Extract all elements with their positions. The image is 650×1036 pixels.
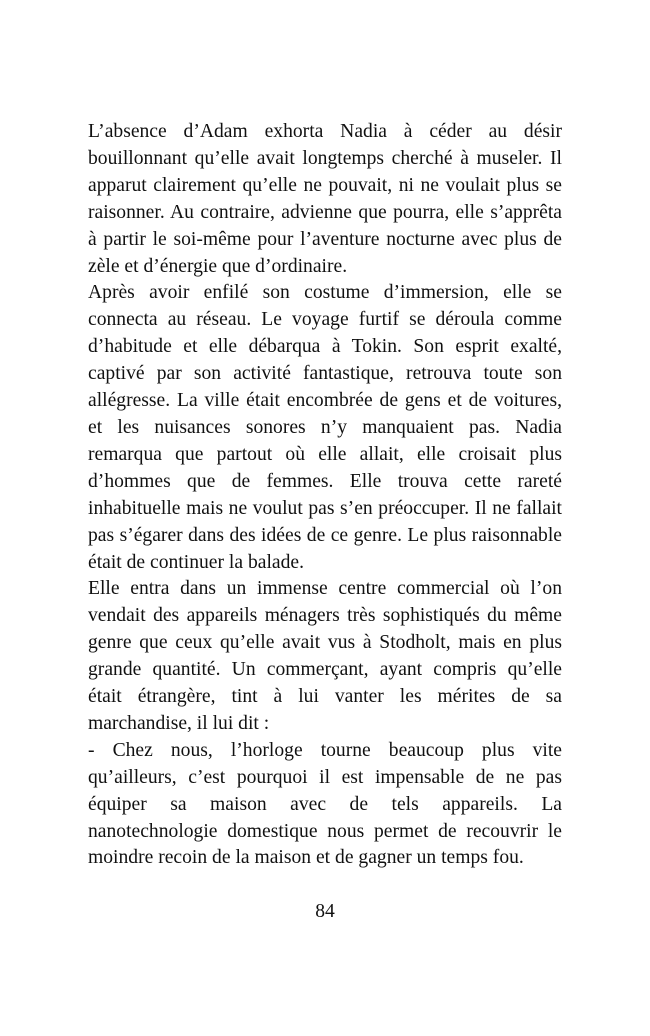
paragraph-2: Après avoir enfilé son costume d’immersion, elle se connecta au réseau. Le voyage furtif se déroula comme d’habitude et elle débarqua à Tokin. Son esprit exalté, captivé par son activité fantastique, retrouva toute son allégresse. La ville était encombrée de gens et de voitures, et les nuisances sonores n’y manquaient pas. Nadia remarqua que partout où elle allait, elle croisait plus d’hommes que de femmes. Elle trouva cette rareté inhabituelle mais ne voulut pas s’en préoccuper. Il ne fallait pas s’égarer dans des idées de ce genre. Le plus raisonnable était de continuer la balade. [88, 282, 562, 573]
paragraph-3: Elle entra dans un immense centre commercial où l’on vendait des appareils ménagers très sophistiqués du même genre que ceux qu’elle avait vus à Stodholt, mais en plus grande quantité. Un commerçant, ayant compris qu’elle était étrangère, tint à lui vanter les mérites de sa marchandise, il lui dit : [88, 578, 562, 734]
paragraph-4-dialogue: - Chez nous, l’horloge tourne beaucoup plus vite qu’ailleurs, c’est pourquoi il est impensable de ne pas équiper sa maison avec de tels appareils. La nanotechnologie domestique nous permet de recouvrir le moindre recoin de la maison et de gagner un temps fou. [88, 739, 562, 869]
body-text [88, 119, 562, 872]
paragraph-1: L’absence d’Adam exhorta Nadia à céder au désir bouillonnant qu’elle avait longtemps cherché à museler. Il apparut clairement qu’elle ne pouvait, ni ne voulait plus se raisonner. Au contraire, advienne que pourra, elle s’apprêta à partir le soi-même pour l’aventure nocturne avec plus de zèle et d’énergie que d’ordinaire. [88, 121, 562, 277]
page-number: 84 [315, 901, 335, 922]
